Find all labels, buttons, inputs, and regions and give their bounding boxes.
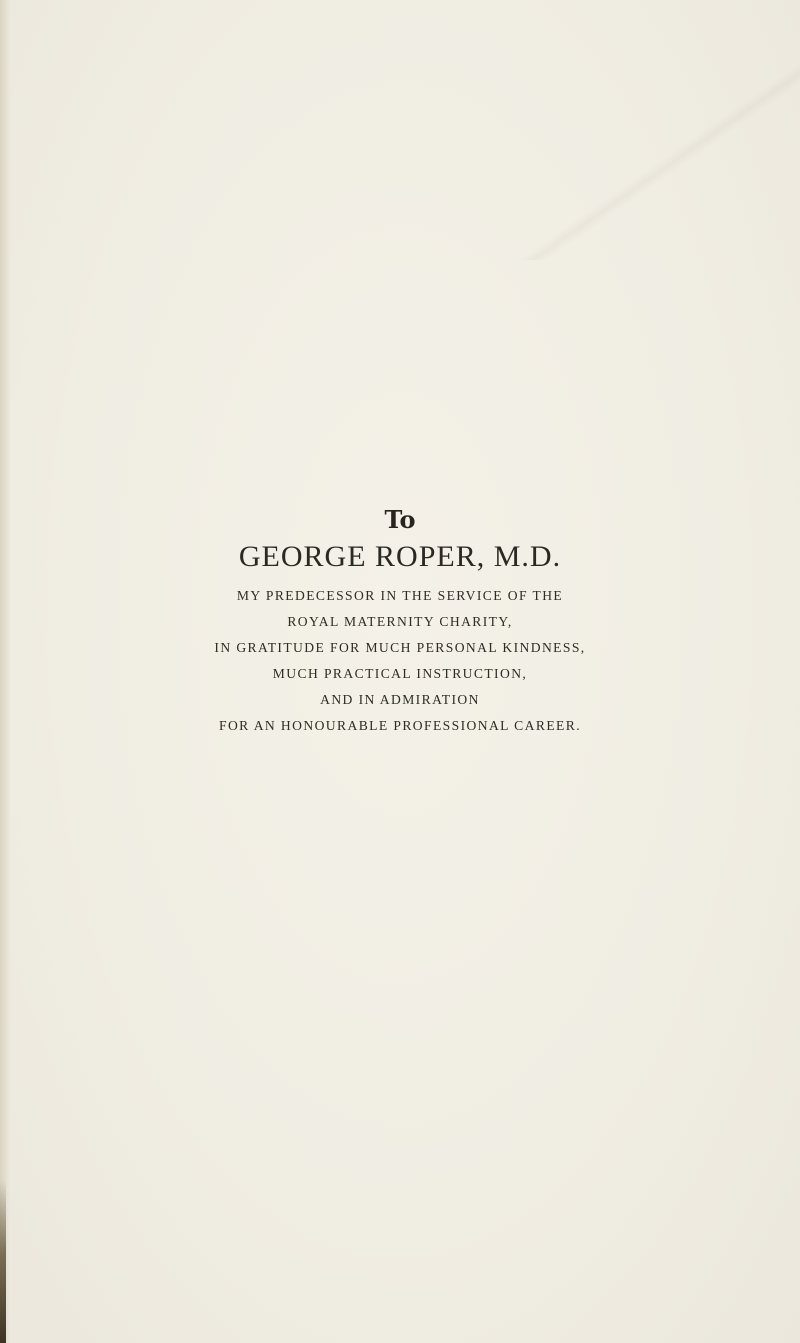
dedication-line: AND IN ADMIRATION: [320, 692, 480, 707]
page-crease: [430, 0, 800, 260]
dedication-line: FOR AN HONOURABLE PROFESSIONAL CAREER.: [219, 718, 581, 733]
dedication-line: MY PREDECESSOR IN THE SERVICE OF THE: [236, 588, 564, 603]
dedication-line: MUCH PRACTICAL INSTRUCTION,: [272, 666, 528, 681]
dedication-text: [0, 583, 800, 739]
dedication-to: To: [384, 505, 416, 534]
page-binding-shadow: [0, 1180, 6, 1343]
dedicatee-name: GEORGE ROPER, M.D.: [238, 540, 562, 573]
dedication-line: ROYAL MATERNITY CHARITY,: [287, 614, 513, 629]
dedication-line: IN GRATITUDE FOR MUCH PERSONAL KINDNESS,: [214, 640, 586, 655]
dedication-block: [0, 505, 800, 739]
